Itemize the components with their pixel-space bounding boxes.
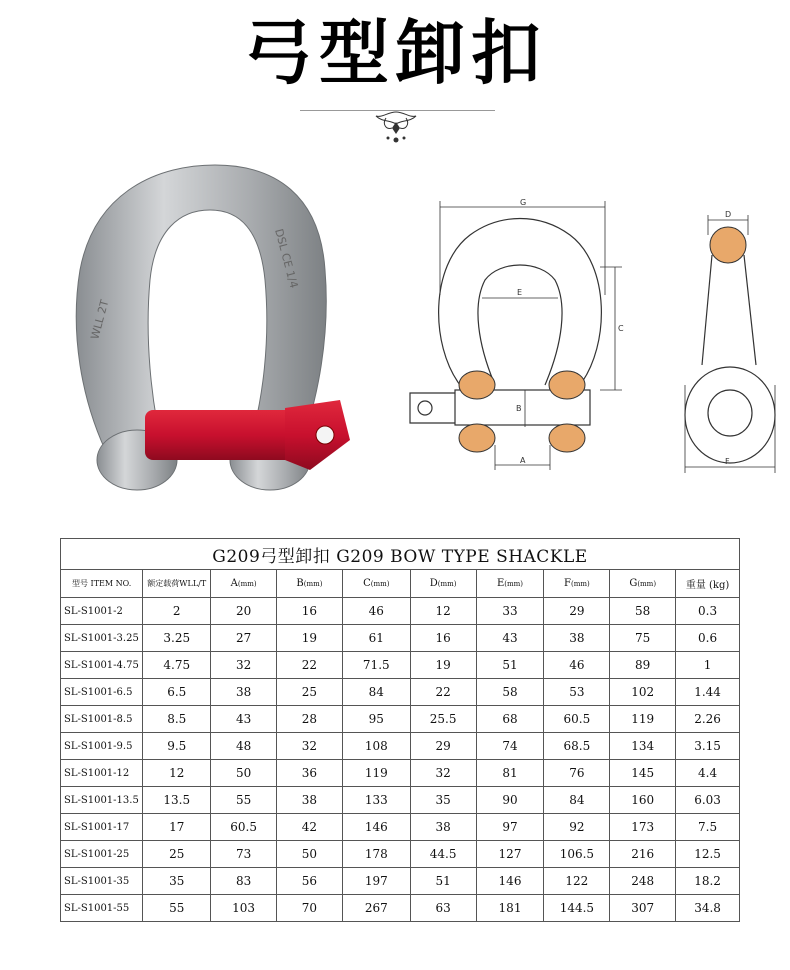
cell-a: 43	[211, 706, 277, 733]
cell-g: 58	[610, 598, 676, 625]
cell-c: 84	[342, 679, 410, 706]
cell-w: 4.4	[676, 760, 740, 787]
cell-g: 134	[610, 733, 676, 760]
header-c: C(mm)	[342, 570, 410, 598]
cell-b: 19	[277, 625, 343, 652]
cell-f: 84	[544, 787, 610, 814]
cell-e: 81	[476, 760, 544, 787]
side-dimension-drawing	[680, 205, 780, 480]
cell-wll: 9.5	[143, 733, 211, 760]
header-g: G(mm)	[610, 570, 676, 598]
table-row	[61, 625, 740, 652]
cell-g: 216	[610, 841, 676, 868]
table-header-row	[61, 570, 740, 598]
cell-c: 108	[342, 733, 410, 760]
dim-label-c: C	[618, 324, 624, 333]
cell-w: 1	[676, 652, 740, 679]
dim-label-g: G	[520, 198, 527, 207]
cell-model: SL-S1001-3.25	[61, 625, 143, 652]
cell-w: 3.15	[676, 733, 740, 760]
cell-d: 12	[410, 598, 476, 625]
cell-g: 173	[610, 814, 676, 841]
cell-f: 60.5	[544, 706, 610, 733]
cell-f: 29	[544, 598, 610, 625]
cell-f: 76	[544, 760, 610, 787]
ce-marking: DSL CE 1/4	[272, 227, 301, 290]
cell-b: 22	[277, 652, 343, 679]
cell-f: 106.5	[544, 841, 610, 868]
header-e: E(mm)	[476, 570, 544, 598]
cell-model: SL-S1001-12	[61, 760, 143, 787]
cell-a: 48	[211, 733, 277, 760]
cell-a: 73	[211, 841, 277, 868]
cell-g: 307	[610, 895, 676, 922]
cell-g: 89	[610, 652, 676, 679]
cell-wll: 3.25	[143, 625, 211, 652]
cell-c: 71.5	[342, 652, 410, 679]
table-row	[61, 760, 740, 787]
cell-w: 1.44	[676, 679, 740, 706]
table-row	[61, 652, 740, 679]
cell-c: 46	[342, 598, 410, 625]
header-weight: 重量 (kg)	[676, 570, 740, 598]
cell-b: 38	[277, 787, 343, 814]
cell-model: SL-S1001-35	[61, 868, 143, 895]
dim-label-d: D	[725, 210, 732, 219]
cell-d: 51	[410, 868, 476, 895]
cell-a: 103	[211, 895, 277, 922]
header-a: A(mm)	[211, 570, 277, 598]
cell-f: 144.5	[544, 895, 610, 922]
table-row	[61, 868, 740, 895]
cell-b: 70	[277, 895, 343, 922]
cell-model: SL-S1001-2	[61, 598, 143, 625]
cell-a: 60.5	[211, 814, 277, 841]
ornament-icon	[368, 104, 424, 150]
cell-w: 12.5	[676, 841, 740, 868]
cell-c: 61	[342, 625, 410, 652]
cell-d: 32	[410, 760, 476, 787]
cell-a: 27	[211, 625, 277, 652]
cell-d: 35	[410, 787, 476, 814]
cell-model: SL-S1001-25	[61, 841, 143, 868]
cell-w: 34.8	[676, 895, 740, 922]
cell-model: SL-S1001-4.75	[61, 652, 143, 679]
cell-b: 28	[277, 706, 343, 733]
cell-a: 55	[211, 787, 277, 814]
cell-model: SL-S1001-13.5	[61, 787, 143, 814]
page-title: 弓型卸扣	[243, 12, 547, 94]
cell-f: 68.5	[544, 733, 610, 760]
cell-a: 20	[211, 598, 277, 625]
cell-b: 56	[277, 868, 343, 895]
cell-w: 0.6	[676, 625, 740, 652]
cell-w: 0.3	[676, 598, 740, 625]
cell-b: 42	[277, 814, 343, 841]
table-row	[61, 841, 740, 868]
table-row	[61, 733, 740, 760]
cell-model: SL-S1001-9.5	[61, 733, 143, 760]
cell-d: 44.5	[410, 841, 476, 868]
cell-f: 122	[544, 868, 610, 895]
cell-wll: 25	[143, 841, 211, 868]
cell-e: 90	[476, 787, 544, 814]
cell-a: 50	[211, 760, 277, 787]
cell-e: 74	[476, 733, 544, 760]
cell-wll: 6.5	[143, 679, 211, 706]
cell-wll: 12	[143, 760, 211, 787]
cell-g: 102	[610, 679, 676, 706]
cell-wll: 35	[143, 868, 211, 895]
cell-e: 68	[476, 706, 544, 733]
cell-wll: 55	[143, 895, 211, 922]
table-row	[61, 598, 740, 625]
cell-e: 97	[476, 814, 544, 841]
cell-d: 16	[410, 625, 476, 652]
table-caption: G209弓型卸扣 G209 BOW TYPE SHACKLE	[61, 539, 740, 570]
dim-label-a: A	[520, 456, 526, 465]
table-row	[61, 787, 740, 814]
cell-model: SL-S1001-8.5	[61, 706, 143, 733]
cell-c: 95	[342, 706, 410, 733]
specification-table	[60, 538, 740, 922]
header-wll: 额定载荷WLL/T	[143, 570, 211, 598]
cell-e: 33	[476, 598, 544, 625]
cell-d: 25.5	[410, 706, 476, 733]
dim-label-f: F	[725, 457, 730, 466]
header-d: D(mm)	[410, 570, 476, 598]
header-f: F(mm)	[544, 570, 610, 598]
cell-c: 267	[342, 895, 410, 922]
cell-model: SL-S1001-17	[61, 814, 143, 841]
table-row	[61, 814, 740, 841]
cell-b: 16	[277, 598, 343, 625]
front-dimension-drawing	[400, 195, 640, 475]
cell-model: SL-S1001-6.5	[61, 679, 143, 706]
cell-c: 119	[342, 760, 410, 787]
header-model: 型号 ITEM NO.	[61, 570, 143, 598]
table-row	[61, 895, 740, 922]
cell-w: 6.03	[676, 787, 740, 814]
cell-d: 29	[410, 733, 476, 760]
cell-e: 146	[476, 868, 544, 895]
cell-e: 58	[476, 679, 544, 706]
cell-b: 50	[277, 841, 343, 868]
cell-g: 248	[610, 868, 676, 895]
cell-e: 181	[476, 895, 544, 922]
cell-d: 38	[410, 814, 476, 841]
cell-wll: 2	[143, 598, 211, 625]
cell-c: 146	[342, 814, 410, 841]
cell-w: 2.26	[676, 706, 740, 733]
cell-e: 43	[476, 625, 544, 652]
cell-a: 32	[211, 652, 277, 679]
cell-e: 51	[476, 652, 544, 679]
cell-c: 133	[342, 787, 410, 814]
wll-marking: WLL 2T	[88, 298, 112, 341]
cell-f: 92	[544, 814, 610, 841]
cell-g: 145	[610, 760, 676, 787]
cell-model: SL-S1001-55	[61, 895, 143, 922]
dim-label-e: E	[517, 288, 523, 297]
cell-c: 178	[342, 841, 410, 868]
table-row	[61, 706, 740, 733]
cell-g: 160	[610, 787, 676, 814]
cell-f: 53	[544, 679, 610, 706]
header-b: B(mm)	[277, 570, 343, 598]
table-row	[61, 679, 740, 706]
cell-f: 38	[544, 625, 610, 652]
cell-w: 18.2	[676, 868, 740, 895]
cell-wll: 17	[143, 814, 211, 841]
cell-g: 119	[610, 706, 676, 733]
cell-d: 22	[410, 679, 476, 706]
cell-d: 63	[410, 895, 476, 922]
cell-e: 127	[476, 841, 544, 868]
cell-a: 83	[211, 868, 277, 895]
cell-wll: 4.75	[143, 652, 211, 679]
cell-wll: 8.5	[143, 706, 211, 733]
cell-b: 36	[277, 760, 343, 787]
cell-b: 25	[277, 679, 343, 706]
dim-label-b: B	[516, 404, 522, 413]
cell-w: 7.5	[676, 814, 740, 841]
cell-wll: 13.5	[143, 787, 211, 814]
shackle-photo	[70, 160, 370, 505]
cell-g: 75	[610, 625, 676, 652]
cell-f: 46	[544, 652, 610, 679]
cell-b: 32	[277, 733, 343, 760]
cell-c: 197	[342, 868, 410, 895]
cell-d: 19	[410, 652, 476, 679]
cell-a: 38	[211, 679, 277, 706]
